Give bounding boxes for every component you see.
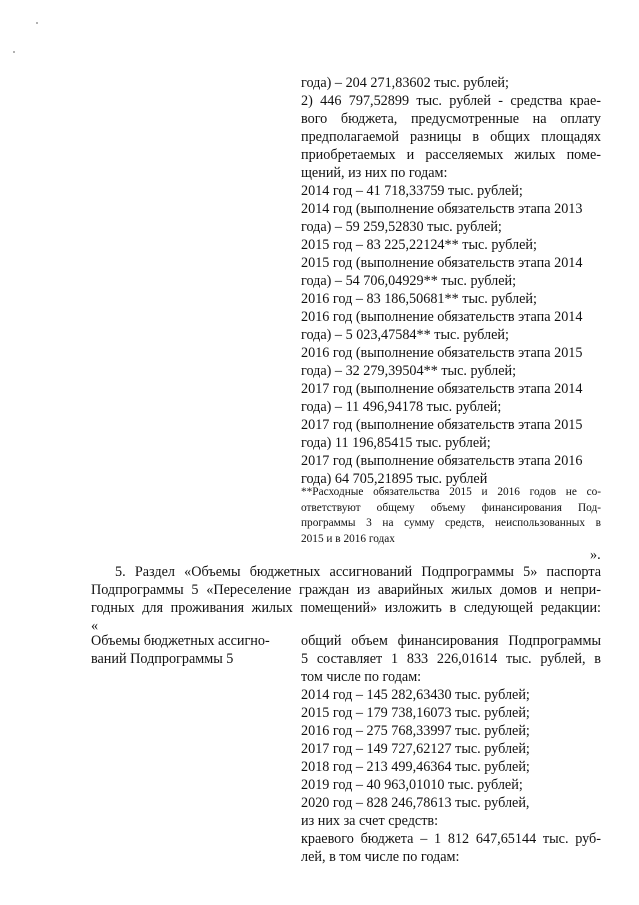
text-line: года) – 11 496,94178 тыс. рублей; xyxy=(301,399,502,415)
footnote xyxy=(301,485,601,547)
scan-speck xyxy=(13,51,15,53)
text-line: года) – 5 023,47584** тыс. рублей; xyxy=(301,327,509,343)
text-line: года) – 59 259,52830 тыс. рублей; xyxy=(301,219,502,235)
text-line: приобретаемых и расселяемых жилых поме- xyxy=(301,147,601,163)
value-line: из них за счет средств: xyxy=(301,813,439,829)
value-line: 5 составляет 1 833 226,01614 тыс. рублей, в xyxy=(301,651,601,667)
text-line: 2) 446 797,52899 тыс. рублей - средства крае- xyxy=(301,93,601,109)
label-line: ваний Подпрограммы 5 xyxy=(91,651,234,667)
text-line: 2017 год (выполнение обязательств этапа 2016 xyxy=(301,453,583,469)
section-5-paragraph xyxy=(91,563,601,635)
text-line: 2017 год (выполнение обязательств этапа 2014 xyxy=(301,381,583,397)
footnote-line: ответствуют общему объему финансирования Под- xyxy=(301,501,601,514)
value-line: 2017 год – 149 727,62127 тыс. рублей; xyxy=(301,741,530,757)
value-line: 2019 год – 40 963,01010 тыс. рублей; xyxy=(301,777,523,793)
text-line: 2015 год (выполнение обязательств этапа 2014 xyxy=(301,255,583,271)
text-line: предполагаемой разницы в общих площадях xyxy=(301,129,601,145)
value-line: 2016 год – 275 768,33997 тыс. рублей; xyxy=(301,723,530,739)
text-line: года) 11 196,85415 тыс. рублей; xyxy=(301,435,491,451)
text-line: года) – 32 279,39504** тыс. рублей; xyxy=(301,363,517,379)
row-label xyxy=(91,632,291,668)
row-value xyxy=(301,632,601,866)
text-line: вого бюджета, предусмотренные на оплату xyxy=(301,111,601,127)
value-line: 2014 год – 145 282,63430 тыс. рублей; xyxy=(301,687,530,703)
value-line: том числе по годам: xyxy=(301,669,422,685)
text-line: 2014 год (выполнение обязательств этапа 2013 xyxy=(301,201,583,217)
value-line: общий объем финансирования Подпрограммы xyxy=(301,633,601,649)
opening-quote-mark: « xyxy=(91,618,99,634)
footnote-line: программы 3 на сумму средств, неиспользованных в xyxy=(301,517,601,529)
footnote-line: **Расходные обязательства 2015 и 2016 годов не со- xyxy=(301,486,601,498)
scan-speck xyxy=(36,22,38,24)
paragraph-line: годных для проживания жилых помещений» изложить в следующей редакции: xyxy=(91,600,601,616)
paragraph-line: 5. Раздел «Объемы бюджетных ассигнований Подпрограммы 5» паспорта xyxy=(115,564,601,580)
text-line: 2016 год (выполнение обязательств этапа 2015 xyxy=(301,345,583,361)
funding-breakdown-text xyxy=(301,74,601,488)
value-line: 2020 год – 828 246,78613 тыс. рублей, xyxy=(301,795,530,811)
value-line: 2018 год – 213 499,46364 тыс. рублей; xyxy=(301,759,530,775)
text-line: 2014 год – 41 718,33759 тыс. рублей; xyxy=(301,183,523,199)
label-line: Объемы бюджетных ассигно- xyxy=(91,633,270,649)
closing-quote-mark: ». xyxy=(590,547,601,563)
text-line: года) – 54 706,04929** тыс. рублей; xyxy=(301,273,517,289)
text-line: щений, из них по годам: xyxy=(301,165,448,181)
text-line: года) 64 705,21895 тыс. рублей xyxy=(301,471,488,487)
text-line: года) – 204 271,83602 тыс. рублей; xyxy=(301,75,509,91)
text-line: 2016 год – 83 186,50681** тыс. рублей; xyxy=(301,291,537,307)
text-line: 2016 год (выполнение обязательств этапа 2014 xyxy=(301,309,583,325)
value-line: 2015 год – 179 738,16073 тыс. рублей; xyxy=(301,705,530,721)
value-line: краевого бюджета – 1 812 647,65144 тыс. руб- xyxy=(301,831,601,847)
paragraph-line: Подпрограммы 5 «Переселение граждан из аварийных жилых домов и непри- xyxy=(91,582,601,598)
value-line: лей, в том числе по годам: xyxy=(301,849,460,865)
footnote-line: 2015 и в 2016 годах xyxy=(301,532,395,545)
text-line: 2015 год – 83 225,22124** тыс. рублей; xyxy=(301,237,537,253)
text-line: 2017 год (выполнение обязательств этапа 2015 xyxy=(301,417,583,433)
